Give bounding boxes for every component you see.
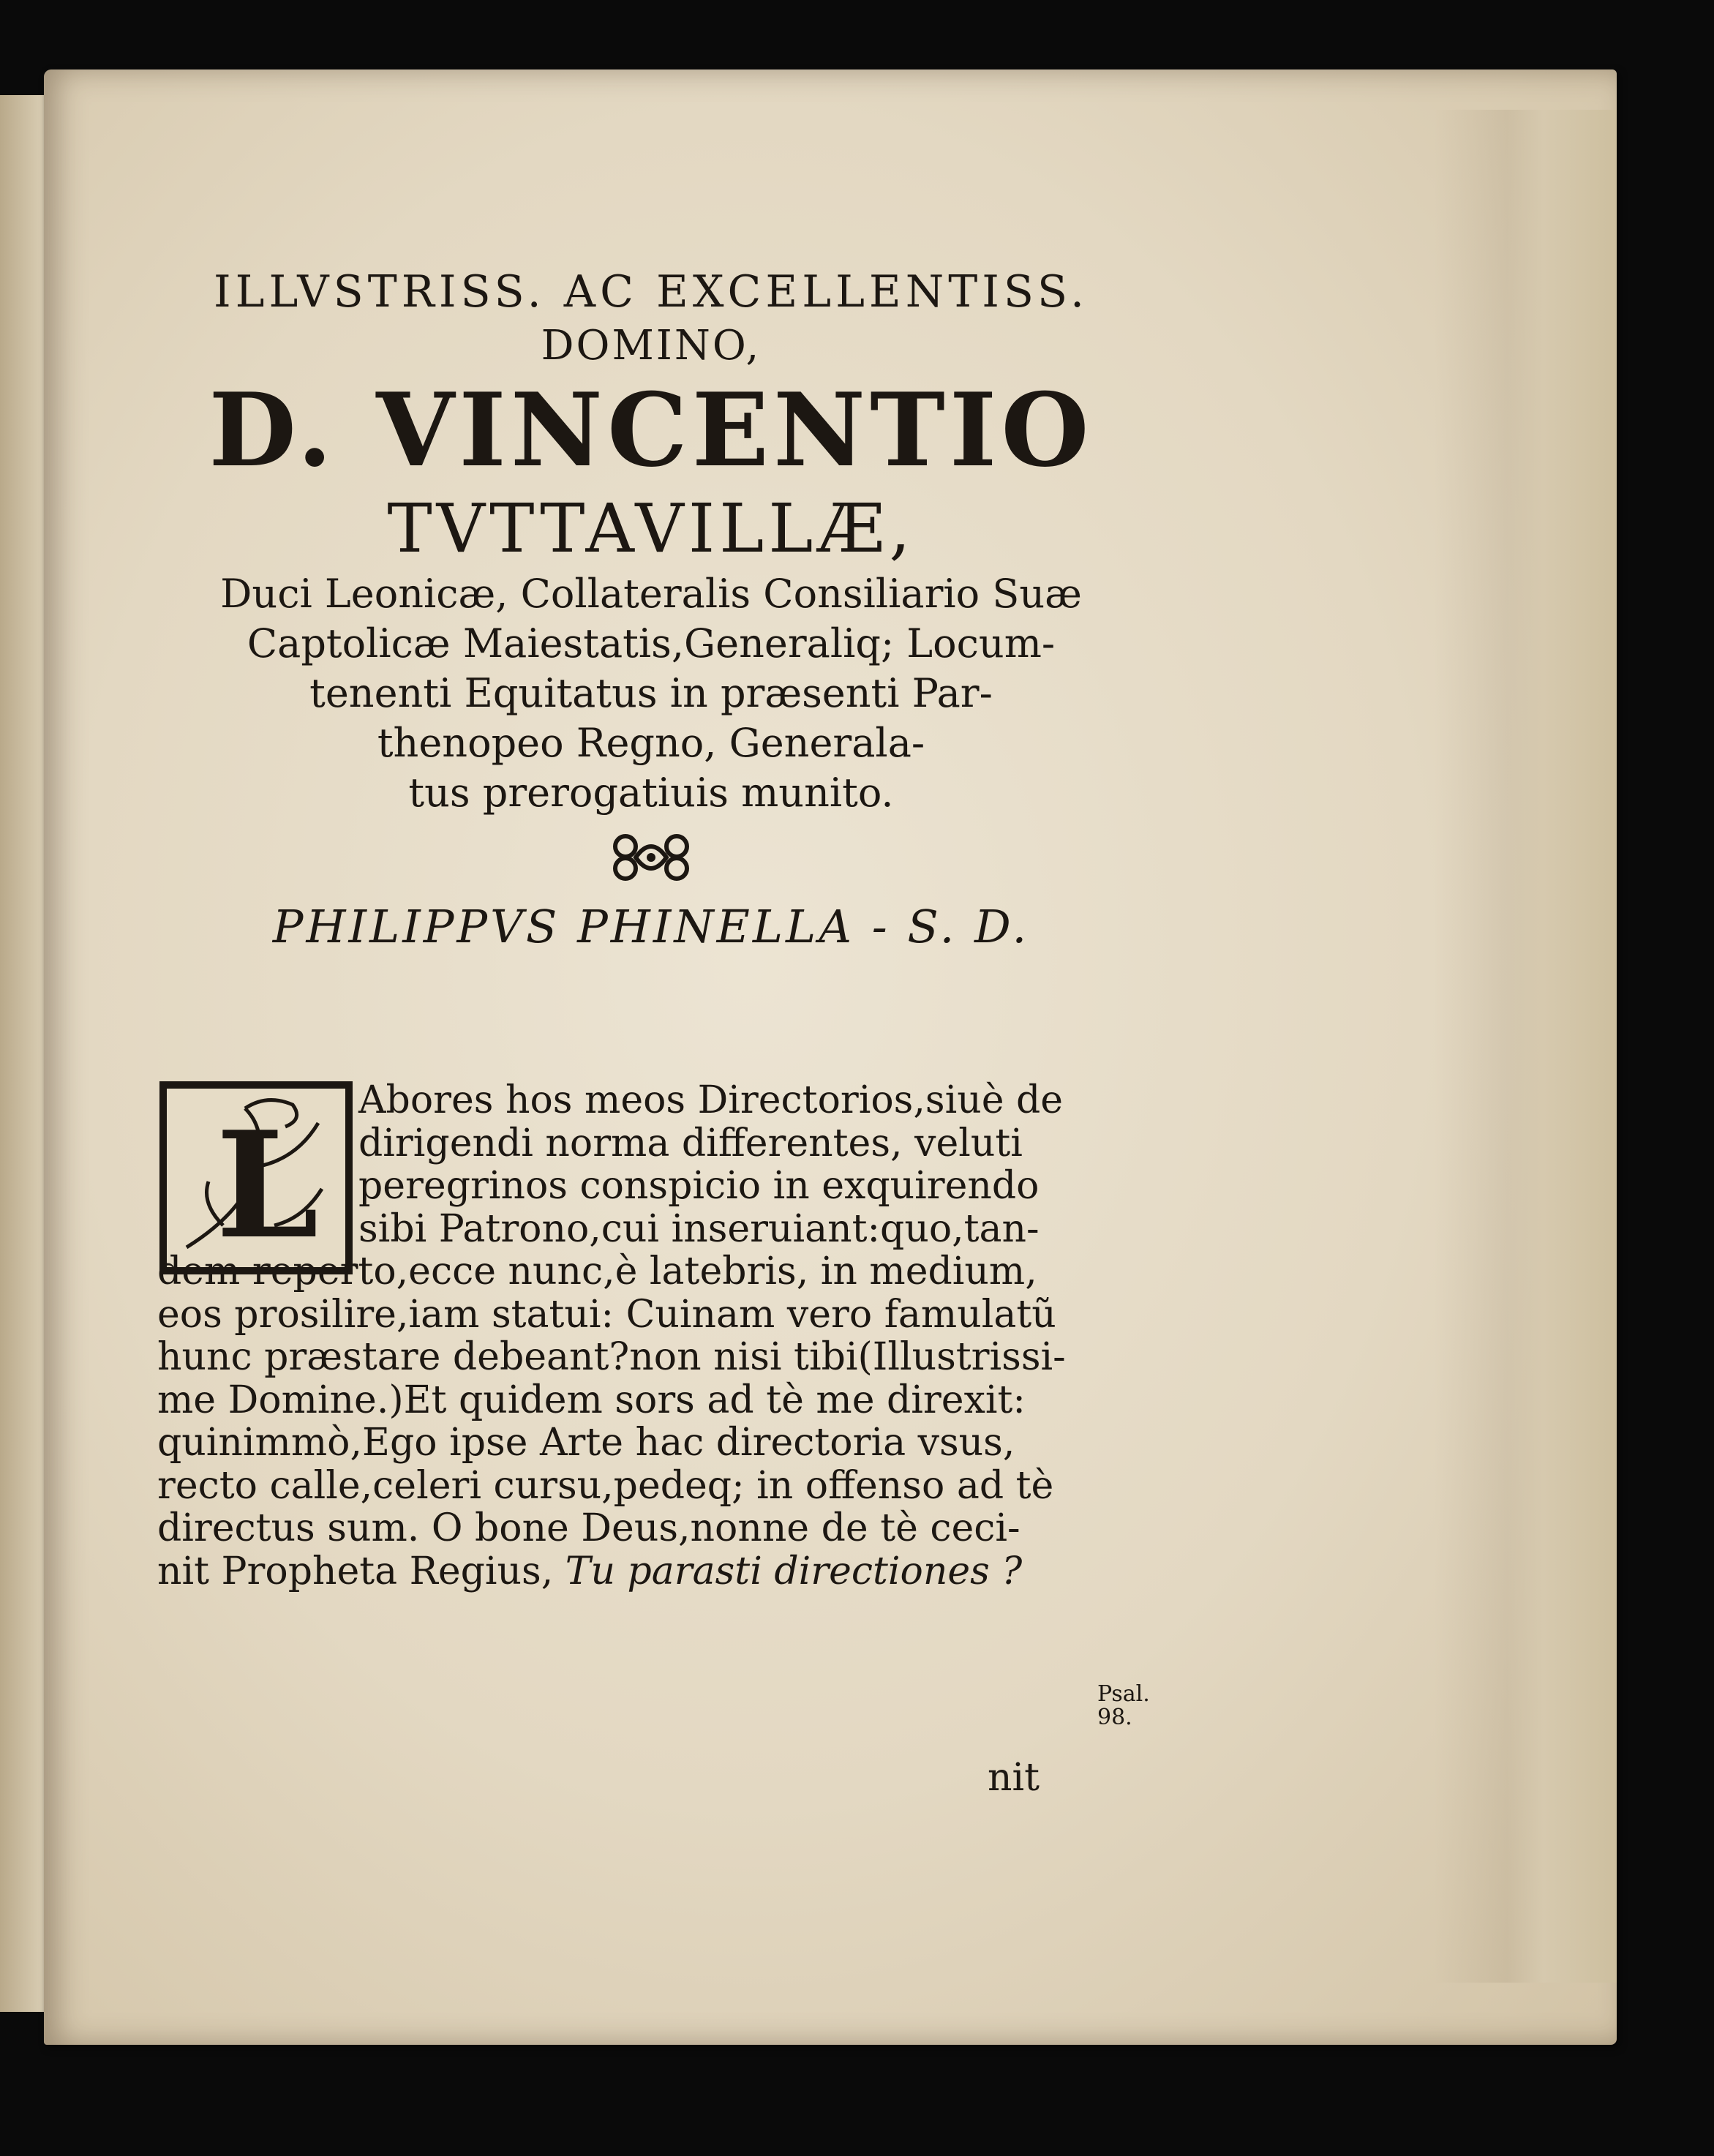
last-line-italic: Tu parasti directiones ? bbox=[565, 1549, 1023, 1593]
dedicatee-title-line: Captolicæ Maiestatis,Generaliq; Locum- bbox=[247, 620, 1056, 666]
body-line: hunc præstare debeant?non nisi tibi(Illustrissi- bbox=[157, 1335, 1066, 1379]
body-line: dem reperto,ecce nunc,è latebris, in medium, bbox=[157, 1250, 1037, 1293]
dedicatee-surname: TVTTAVILLÆ, bbox=[387, 489, 915, 568]
body-line-last bbox=[157, 1550, 1152, 1593]
body-line: me Domine.)Et quidem sors ad tè me direxit: bbox=[157, 1378, 1026, 1422]
dedicatee-title-line: thenopeo Regno, Generala- bbox=[377, 720, 925, 766]
body-line: directus sum. O bone Deus,nonne de tè ceci- bbox=[157, 1506, 1020, 1550]
dedication-line-1: ILLVSTRISS. AC EXCELLENTISS. bbox=[213, 266, 1089, 318]
initial-letter: L bbox=[216, 1100, 319, 1272]
margin-note-line-2: 98. bbox=[1097, 1705, 1132, 1730]
body-line: recto calle,celeri cursu,pedeq; in offenso ad tè bbox=[157, 1463, 1054, 1508]
dedicatee-name: D. VINCENTIO bbox=[208, 370, 1094, 489]
dedication-line-2: DOMINO, bbox=[541, 322, 762, 369]
dedicatee-title-line: tus prerogatiuis munito. bbox=[408, 770, 894, 816]
fleuron-ornament-icon bbox=[596, 828, 706, 887]
page-fore-edge bbox=[1434, 110, 1617, 1983]
body-line: Abores hos meos Directorios,siuè de bbox=[358, 1078, 1064, 1122]
catchword: nit bbox=[988, 1756, 1040, 1800]
sender-line: PHILIPPVS PHINELLA - S. D. bbox=[272, 900, 1030, 953]
body-line: peregrinos conspicio in exquirendo bbox=[358, 1164, 1040, 1208]
dedicatee-title-line: Duci Leonicæ, Collateralis Consiliario Suæ bbox=[220, 571, 1082, 617]
dedication-heading bbox=[146, 263, 1156, 960]
body-line: dirigendi norma differentes, veluti bbox=[358, 1121, 1023, 1165]
dedicatee-title-line: tenenti Equitatus in præsenti Par- bbox=[309, 670, 993, 716]
body-line: eos prosilire,iam statui: Cuinam vero famulatũ bbox=[157, 1292, 1056, 1337]
margin-note-line-1: Psal. bbox=[1097, 1681, 1150, 1707]
letter-body bbox=[157, 1079, 1152, 1593]
margin-note bbox=[1097, 1683, 1150, 1729]
body-line: sibi Patrono,cui inseruiant:quo,tan- bbox=[358, 1206, 1040, 1251]
body-line: quinimmò,Ego ipse Arte hac directoria vsus, bbox=[157, 1421, 1015, 1465]
last-line-roman: nit Propheta Regius, bbox=[157, 1549, 554, 1593]
